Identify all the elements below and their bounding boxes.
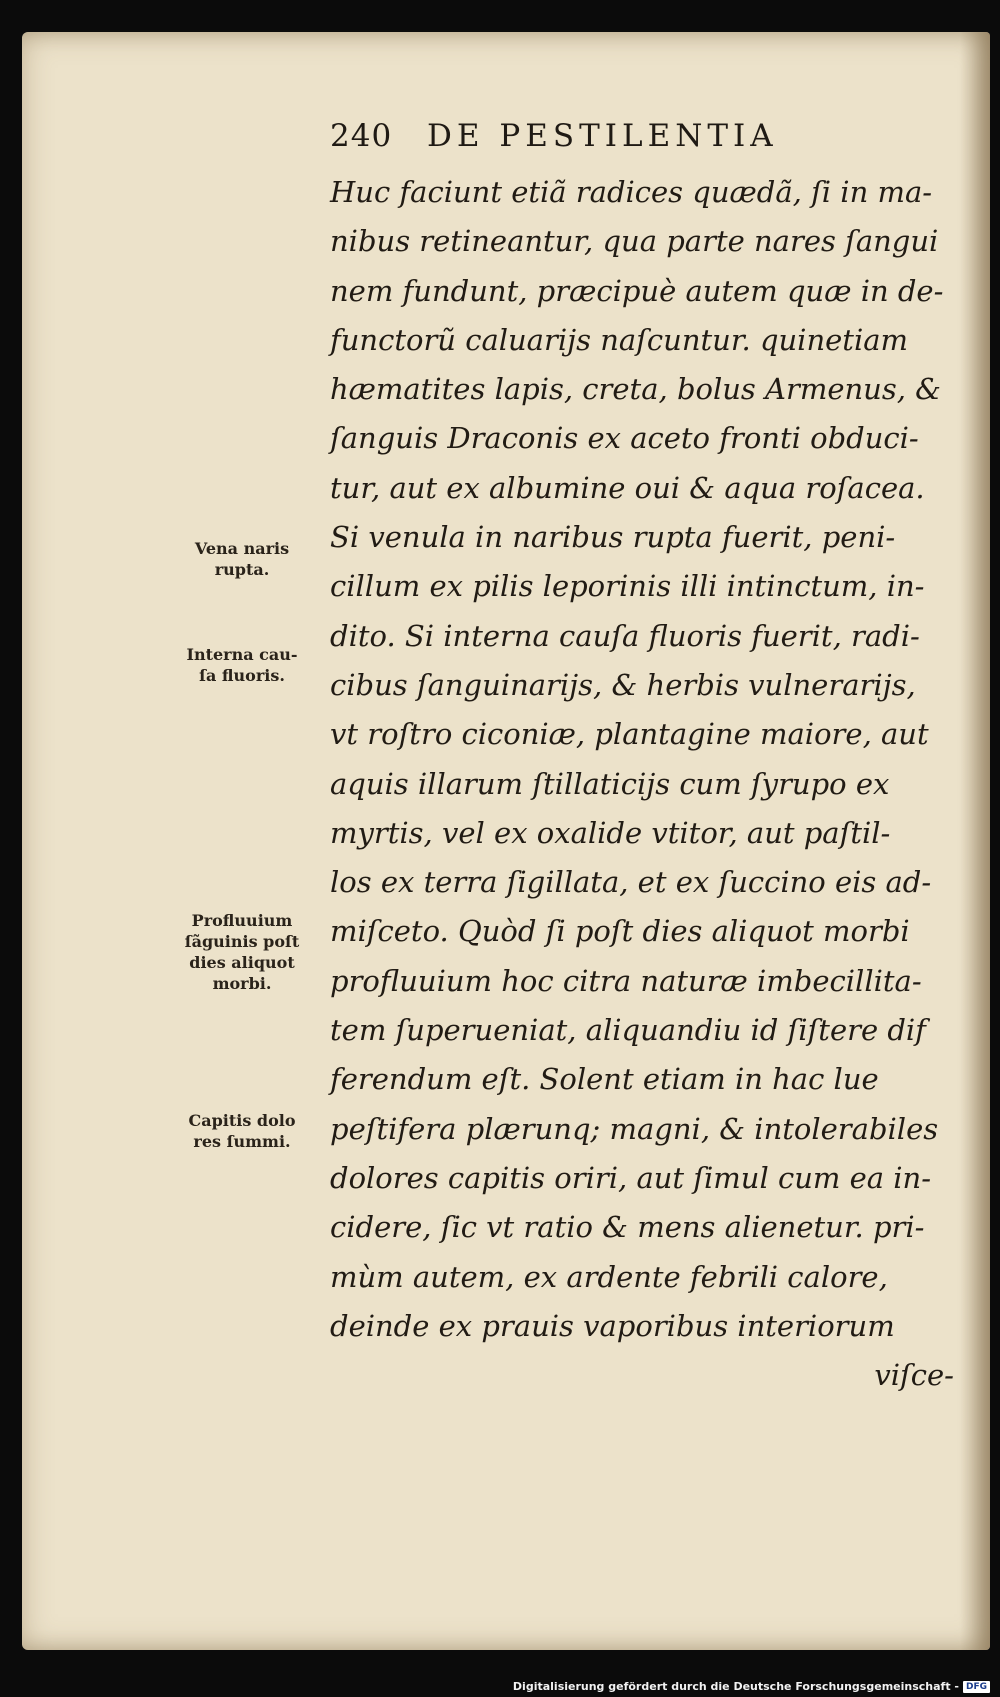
marginal-line: Interna cau- <box>186 645 298 664</box>
text-line: mùm autem, ex ardente febrili calore, <box>330 1259 888 1294</box>
text-line: cidere, ſic vt ratio & mens alienetur. pri- <box>330 1210 925 1245</box>
page-number: 240 <box>330 118 393 154</box>
marginal-note-capitis-dolores <box>176 1110 308 1152</box>
marginal-line: morbi. <box>212 974 272 993</box>
marginal-line: Profluuium <box>191 911 293 930</box>
marginal-note-profluuium <box>176 910 308 994</box>
text-line: ferendum eſt. Solent etiam in hac lue <box>330 1062 879 1097</box>
text-line: miſceto. Quòd ſi poſt dies aliquot morbi <box>330 914 910 949</box>
dfg-logo: DFG <box>963 1681 990 1693</box>
marginal-note-interna-causa <box>176 644 308 686</box>
running-title: DE PESTILENTIA <box>427 118 778 154</box>
text-line: aquis illarum ſtillaticijs cum ſyrupo ex <box>330 766 890 801</box>
text-line: profluuium hoc citra naturæ imbecillita- <box>330 963 922 998</box>
text-line: peſtifera plærunq; magni, & intolerabiles <box>330 1111 939 1146</box>
marginal-line: rupta. <box>214 560 270 579</box>
marginal-line: Vena naris <box>194 539 290 558</box>
text-line: nibus retineantur, qua parte nares ſangui <box>330 224 939 259</box>
page-edge-shadow <box>960 32 990 1650</box>
text-line: ſanguis Draconis ex aceto fronti obduci- <box>330 421 919 456</box>
marginal-line: res ſummi. <box>193 1132 291 1151</box>
text-line: myrtis, vel ex oxalide vtitor, aut paſtil- <box>330 815 891 850</box>
text-line: cillum ex pilis leporinis illi intinctum, in- <box>330 569 925 604</box>
marginal-line: ſãguinis poſt <box>184 932 300 951</box>
text-line: deinde ex prauis vaporibus interiorum <box>330 1308 895 1343</box>
text-line: Si venula in naribus rupta fuerit, peni- <box>330 520 896 555</box>
text-line: dito. Si interna cauſa fluoris fuerit, radi- <box>330 618 920 653</box>
text-line: hæmatites lapis, creta, bolus Armenus, & <box>330 372 941 407</box>
body-text <box>330 168 960 1400</box>
text-line: nem fundunt, præcipuè autem quæ in de- <box>330 273 944 308</box>
funding-text: Digitalisierung gefördert durch die Deutsche Forschungsgemeinschaft - <box>512 1680 959 1693</box>
text-line: dolores capitis oriri, aut ſimul cum ea in- <box>330 1160 932 1195</box>
marginal-line: ſa fluoris. <box>199 666 285 685</box>
marginal-note-vena-naris <box>176 538 308 580</box>
funding-credit <box>513 1680 990 1693</box>
text-line: cibus ſanguinarijs, & herbis vulnerarijs, <box>330 667 916 702</box>
text-line: tem ſuperueniat, aliquandiu id ſiſtere dif <box>330 1013 926 1048</box>
catchword: viſce- <box>874 1358 954 1393</box>
text-line: Huc faciunt etiã radices quædã, ſi in ma- <box>330 175 933 209</box>
text-line: los ex terra ſigillata, et ex ſuccino eis ad- <box>330 865 932 900</box>
marginal-line: dies aliquot <box>189 953 295 972</box>
text-line: tur, aut ex albumine oui & aqua roſacea. <box>330 470 925 505</box>
text-line: functorũ caluarijs naſcuntur. quinetiam <box>330 322 909 357</box>
running-head <box>330 118 778 154</box>
marginal-line: Capitis dolo <box>188 1111 296 1130</box>
text-line: vt roſtro ciconiæ, plantagine maiore, aut <box>330 717 929 752</box>
